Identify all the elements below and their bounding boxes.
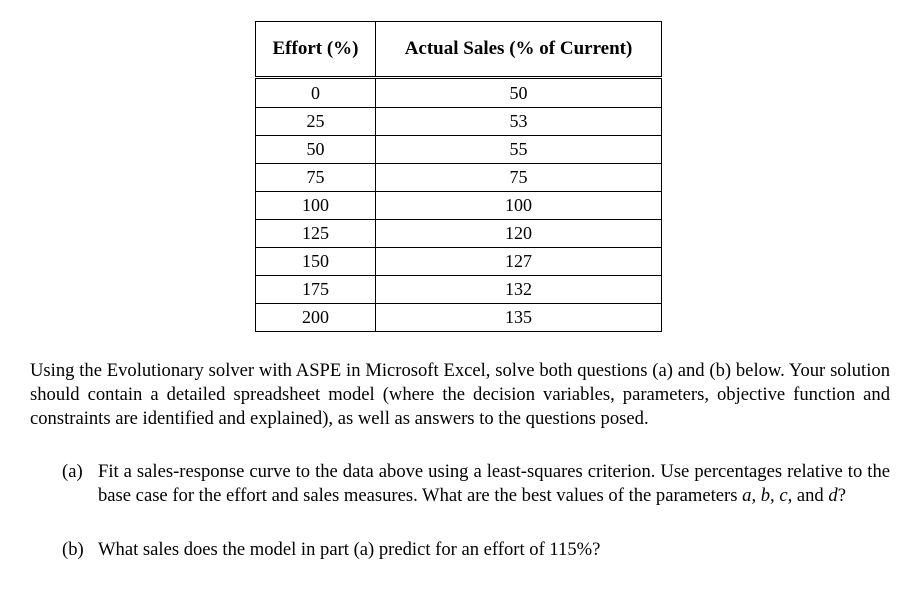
question-a-end: ?	[837, 485, 846, 506]
table-row	[256, 304, 662, 332]
question-b-label: (b)	[62, 539, 84, 560]
effort-cell: 25	[256, 108, 376, 136]
table-row	[256, 108, 662, 136]
table-row	[256, 192, 662, 220]
question-b-text: What sales does the model in part (a) predict for an effort of 115%?	[98, 539, 601, 560]
question-a-label: (a)	[62, 461, 83, 482]
effort-cell: 100	[256, 192, 376, 220]
question-a-body: Fit a sales-response curve to the data above using a least-squares criterion. Use percentages relative to the base case for the effort and sales measures. What are the best values of the parameters	[98, 461, 890, 506]
table-row	[256, 276, 662, 304]
effort-cell: 150	[256, 248, 376, 276]
header-actual-sales: Actual Sales (% of Current)	[376, 22, 662, 78]
sales-cell: 135	[376, 304, 662, 332]
effort-cell: 75	[256, 164, 376, 192]
header-effort: Effort (%)	[256, 22, 376, 78]
table-row	[256, 248, 662, 276]
question-a	[62, 460, 890, 508]
question-a-text	[98, 460, 890, 508]
sales-cell: 75	[376, 164, 662, 192]
table-row	[256, 136, 662, 164]
table-header-row	[256, 22, 662, 78]
question-b	[62, 538, 890, 562]
effort-cell: 0	[256, 78, 376, 108]
question-a-last-param: d	[828, 485, 838, 506]
table-row	[256, 220, 662, 248]
effort-cell: 125	[256, 220, 376, 248]
sales-cell: 50	[376, 78, 662, 108]
table-row	[256, 164, 662, 192]
effort-cell: 175	[256, 276, 376, 304]
question-a-params: a, b, c,	[742, 485, 793, 506]
question-a-and: and	[792, 485, 829, 506]
sales-cell: 127	[376, 248, 662, 276]
effort-sales-table	[255, 21, 662, 332]
sales-cell: 132	[376, 276, 662, 304]
sales-cell: 55	[376, 136, 662, 164]
sales-cell: 120	[376, 220, 662, 248]
table-row	[256, 78, 662, 108]
effort-cell: 200	[256, 304, 376, 332]
instructions-paragraph: Using the Evolutionary solver with ASPE in Microsoft Excel, solve both questions (a) and (b) below. Your solution should contain a detailed spreadsheet model (where the decision variables, parameters, objective function and constraints are identified and explained), as well as answers to the questions posed.	[30, 360, 890, 429]
effort-cell: 50	[256, 136, 376, 164]
sales-cell: 53	[376, 108, 662, 136]
sales-cell: 100	[376, 192, 662, 220]
